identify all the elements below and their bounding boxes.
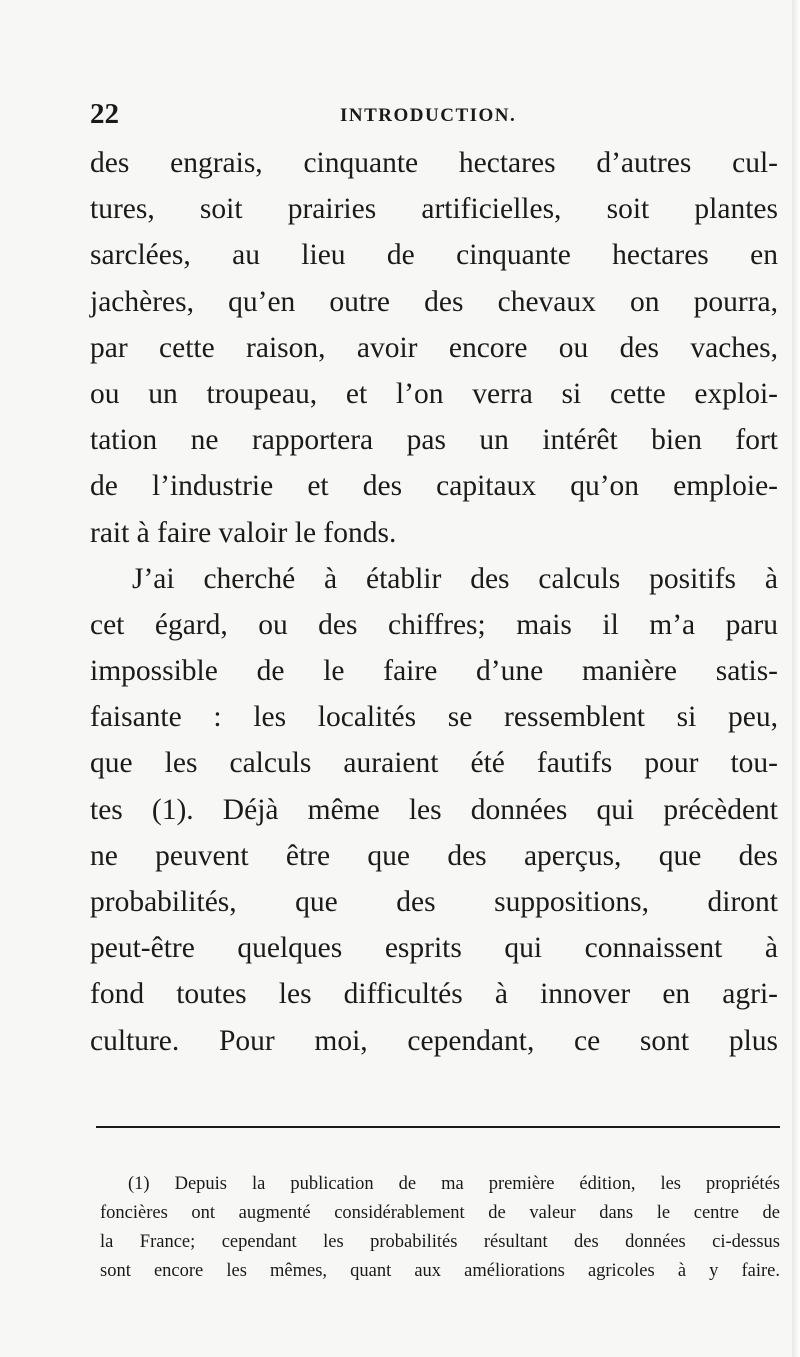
body-line: J’ai cherché à établir des calculs positifs à	[132, 562, 778, 595]
body-line: probabilités, que des suppositions, diront	[90, 886, 778, 918]
page-edge	[792, 0, 800, 1357]
body-line: culture. Pour moi, cependant, ce sont plus	[90, 1024, 778, 1057]
body-line: cet égard, ou des chiffres; mais il m’a paru	[90, 608, 778, 641]
body-line: de l’industrie et des capitaux qu’on emploie-	[90, 470, 778, 503]
page-number: 22	[90, 98, 119, 130]
body-line: fond toutes les difficultés à innover en agri-	[90, 978, 778, 1011]
body-line: des engrais, cinquante hectares d’autres cul-	[90, 147, 778, 179]
body-line: tures, soit prairies artificielles, soit plantes	[90, 193, 778, 226]
body-line: peut-être quelques esprits qui connaissent à	[90, 932, 778, 965]
footnote-line: sont encore les mêmes, quant aux améliorations agricoles à y faire.	[100, 1261, 780, 1281]
body-line: ne peuvent être que des aperçus, que des	[90, 839, 778, 872]
body-line: ou un troupeau, et l’on verra si cette exploi-	[90, 377, 778, 410]
page-header	[90, 98, 770, 138]
body-line: sarclées, au lieu de cinquante hectares en	[90, 239, 778, 272]
body-line: jachères, qu’en outre des chevaux on pourra,	[90, 285, 778, 318]
footnote-rule	[96, 1126, 780, 1128]
body-line: impossible de le faire d’une manière satis-	[90, 655, 778, 688]
body-line: faisante : les localités se ressemblent si peu,	[90, 701, 778, 734]
body-line: rait à faire valoir le fonds.	[90, 516, 397, 549]
body-line: par cette raison, avoir encore ou des vaches,	[90, 331, 778, 364]
footnote-line: (1) Depuis la publication de ma première édition, les propriétés	[128, 1174, 780, 1194]
body-line: tation ne rapportera pas un intérêt bien fort	[90, 424, 778, 457]
running-head: INTRODUCTION.	[340, 105, 517, 126]
footnote-line: la France; cependant les probabilités résultant des données ci-dessus	[100, 1232, 780, 1252]
body-text	[90, 140, 778, 1064]
footnote-line: foncières ont augmenté considérablement de valeur dans le centre de	[100, 1203, 780, 1223]
footnote	[100, 1170, 780, 1286]
body-line: que les calculs auraient été fautifs pour tou-	[90, 747, 778, 780]
body-line: tes (1). Déjà même les données qui précèdent	[90, 793, 778, 826]
